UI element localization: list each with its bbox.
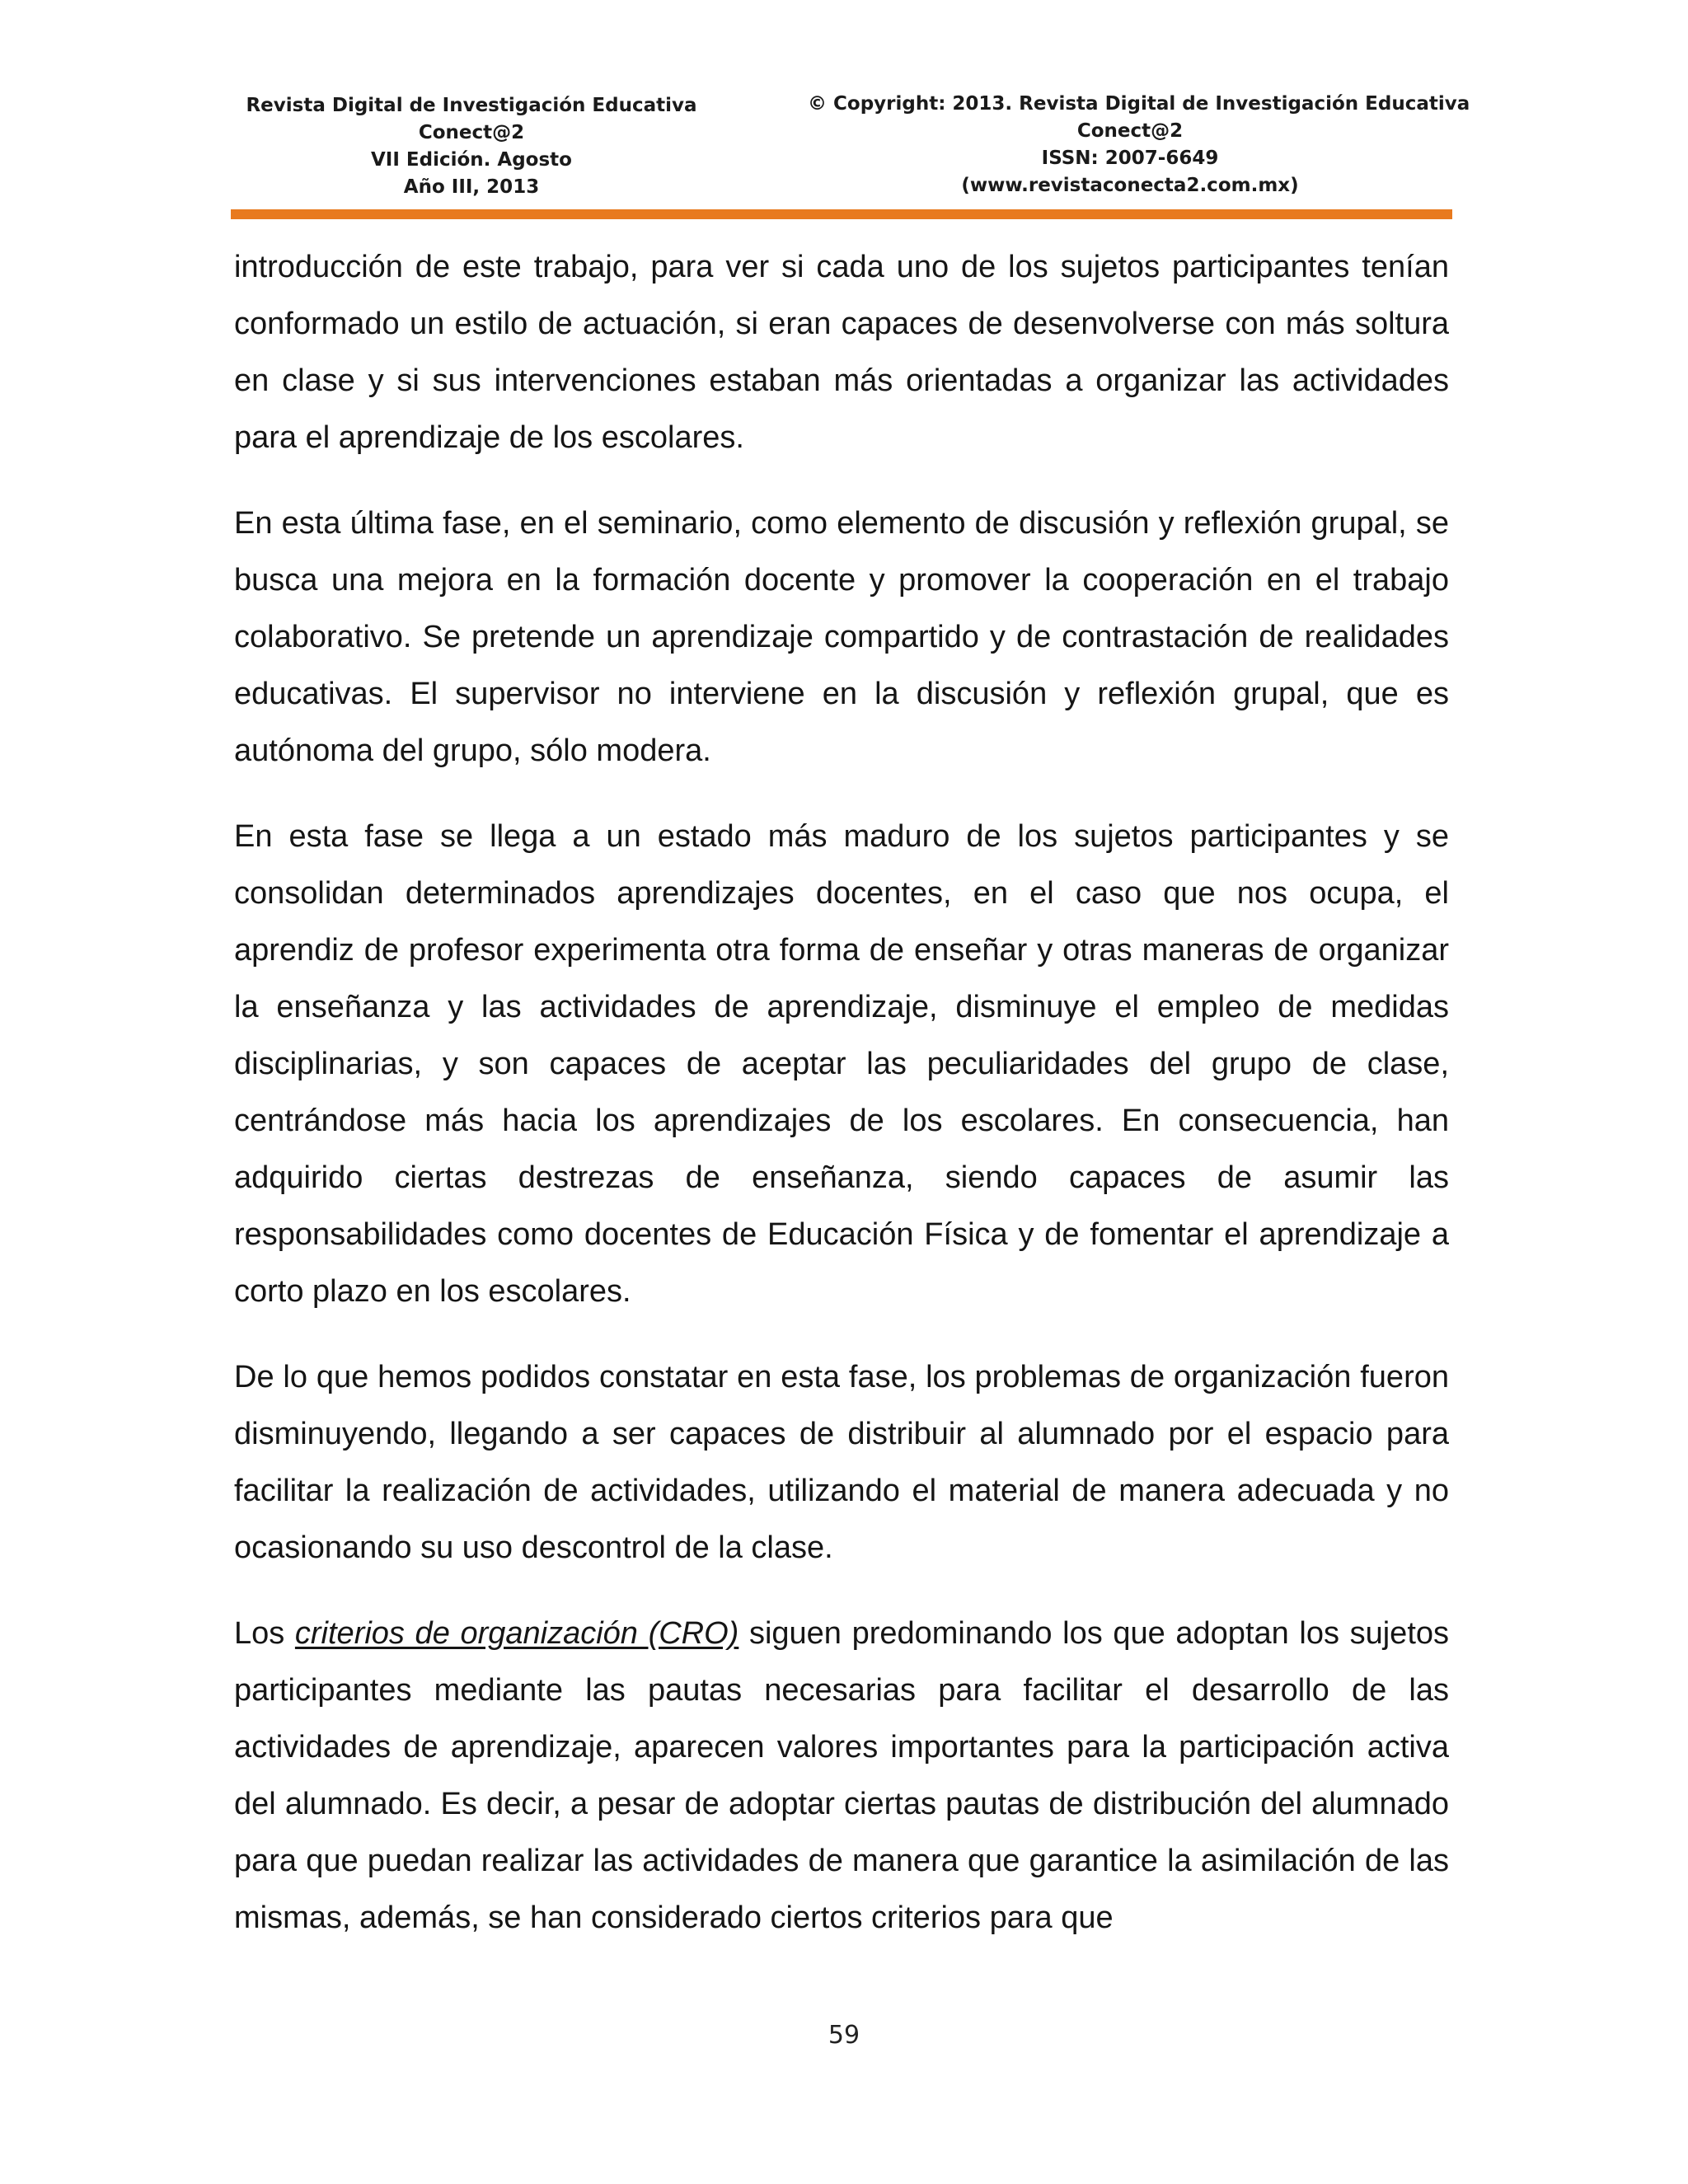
paragraph-4: De lo que hemos podidos constatar en esta fase, los problemas de organización fueron disminuyendo, llegando a ser capaces de distribuir al alumnado por el espacio para facilitar la realización de actividades, utilizando el material de manera adecuada y no ocasionando su uso descontrol de la clase. — [234, 1360, 1449, 1565]
journal-edition-block — [231, 92, 712, 201]
copyright-block — [808, 91, 1470, 199]
paragraph-5-rest: siguen predominando los que adoptan los sujetos participantes mediante las pautas necesarias para facilitar el desarrollo de las actividades de aprendizaje, aparecen valores importantes para la participación activa del alumnado. Es decir, a pesar de adoptar ciertas pautas de distribución del alumnado para que puedan realizar las actividades de manera que garantice la asimilación de las mismas, además, se han considerado ciertos criterios para que — [234, 1616, 1450, 1935]
year-label: Año III, 2013 — [403, 176, 540, 198]
paragraph-5 — [234, 1605, 1449, 1947]
issn-label: ISSN: 2007-6649 — [1041, 148, 1219, 169]
paragraph-3: En esta fase se llega a un estado más maduro de los sujetos participantes y se consolidan determinados aprendizajes docentes, en el caso que nos ocupa, el aprendiz de profesor experimenta otra forma de enseñar y otras maneras de organizar la enseñanza y las actividades de aprendizaje, disminuye el empleo de medidas disciplinarias, y son capaces de aceptar las peculiaridades del grupo de clase, centrándose más hacia los aprendizajes de los escolares. En consecuencia, han adquirido ciertas destrezas de enseñanza, siendo capaces de asumir las responsabilidades como docentes de Educación Física y de fomentar el aprendizaje a corto plazo en los escolares. — [234, 819, 1449, 1309]
copyright-journal-name: Conect@2 — [1076, 120, 1184, 142]
criteria-term: criterios de organización (CRO) — [294, 1616, 739, 1651]
page-header — [231, 92, 1470, 208]
website-label: (www.revistaconecta2.com.mx) — [961, 175, 1299, 196]
paragraph-5-intro: Los — [234, 1616, 295, 1651]
copyright-text: © Copyright: 2013. Revista Digital de Investigación Educativa — [808, 93, 1470, 115]
paragraph-1: introducción de este trabajo, para ver si cada uno de los sujetos participantes tenían conformado un estilo de actuación, si eran capaces de desenvolverse con más soltura en clase y si sus intervenciones estaban más orientadas a organizar las actividades para el aprendizaje de los escolares. — [234, 250, 1449, 455]
paragraph-2: En esta última fase, en el seminario, como elemento de discusión y reflexión grupal, se busca una mejora en la formación docente y promover la cooperación en el trabajo colaborativo. Se pretende un aprendizaje compartido y de contrastación de realidades educativas. El supervisor no interviene en la discusión y reflexión grupal, que es autónoma del grupo, sólo modera. — [234, 506, 1449, 768]
page-number: 59 — [828, 2021, 860, 2050]
article-body — [234, 239, 1449, 1947]
edition-label: VII Edición. Agosto — [371, 149, 572, 171]
journal-name: Conect@2 — [418, 122, 525, 143]
header-divider — [231, 209, 1452, 219]
journal-title: Revista Digital de Investigación Educativa — [246, 95, 697, 116]
